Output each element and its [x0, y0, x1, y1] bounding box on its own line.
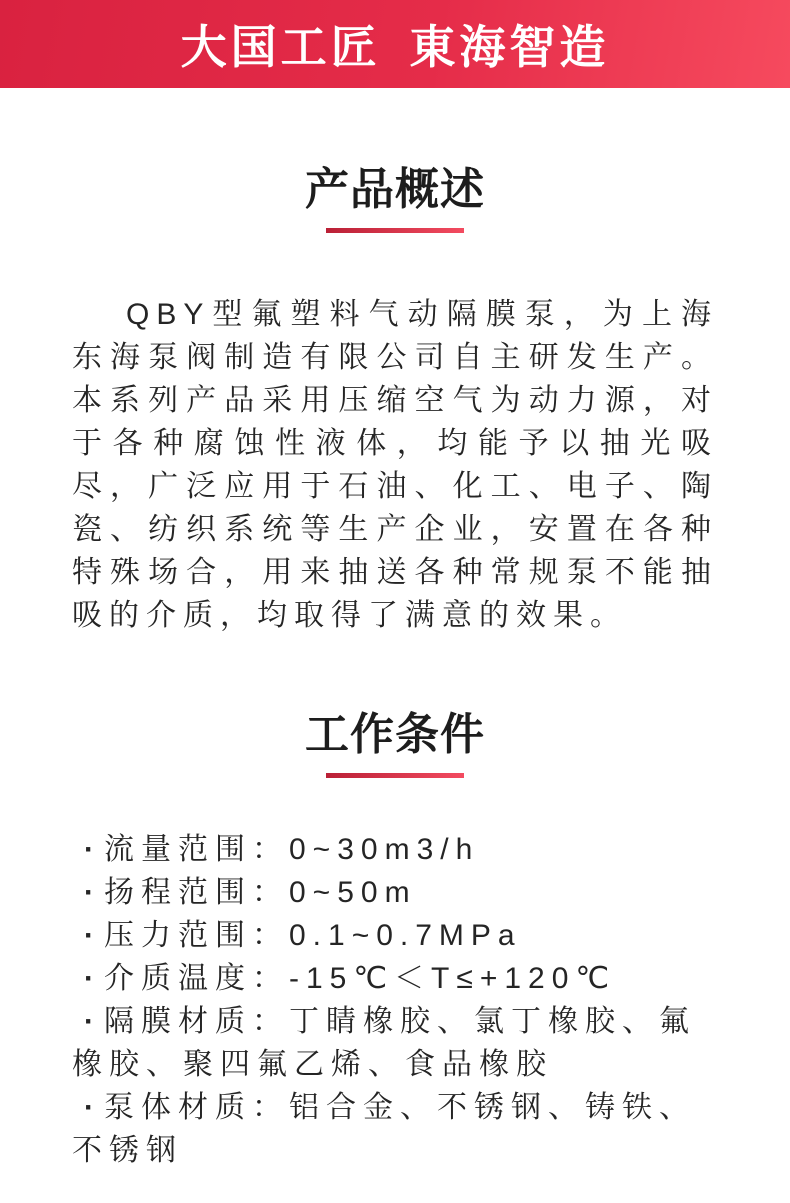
section-working-conditions	[0, 711, 790, 1172]
list-item-text: 介质温度：-15℃＜T≤+120℃	[104, 962, 617, 995]
title-underline-divider	[326, 773, 464, 778]
list-item-text: 泵体材质：铝合金、不锈钢、铸铁、不锈钢	[72, 1091, 696, 1167]
overview-paragraph: QBY型氟塑料气动隔膜泵，为上海东海泵阀制造有限公司自主研发生产。本系列产品采用压缩空气为动力源，对于各种腐蚀性液体，均能予以抽光吸尽，广泛应用于石油、化工、电子、陶瓷、纺织系统等生产企业，安置在各种特殊场合，用来抽送各种常规泵不能抽吸的介质，均取得了满意的效果。	[72, 298, 718, 632]
bullet-icon: ·	[84, 833, 94, 866]
conditions-list	[72, 828, 720, 1172]
section-product-overview	[0, 166, 790, 637]
list-item	[72, 914, 720, 957]
header-banner	[0, 0, 790, 88]
list-item-text: 隔膜材质：丁睛橡胶、氯丁橡胶、氟橡胶、聚四氟乙烯、食品橡胶	[72, 1005, 696, 1081]
bullet-icon: ·	[84, 876, 94, 909]
bullet-icon: ·	[84, 962, 94, 995]
bullet-icon: ·	[84, 919, 94, 952]
bullet-icon: ·	[84, 1091, 94, 1124]
list-item	[72, 1000, 720, 1086]
list-item	[72, 828, 720, 871]
list-item	[72, 871, 720, 914]
title-underline-divider	[326, 228, 464, 233]
list-item	[72, 1086, 720, 1172]
bullet-icon: ·	[84, 1005, 94, 1038]
list-item-text: 压力范围：0.1~0.7MPa	[104, 919, 522, 952]
list-item-text: 扬程范围：0~50m	[104, 876, 417, 909]
banner-title: 大国工匠 東海智造	[180, 21, 610, 73]
overview-section-title: 产品概述	[305, 165, 485, 214]
list-item	[72, 957, 720, 1000]
conditions-section-title: 工作条件	[305, 710, 485, 759]
list-item-text: 流量范围：0~30m3/h	[104, 833, 480, 866]
